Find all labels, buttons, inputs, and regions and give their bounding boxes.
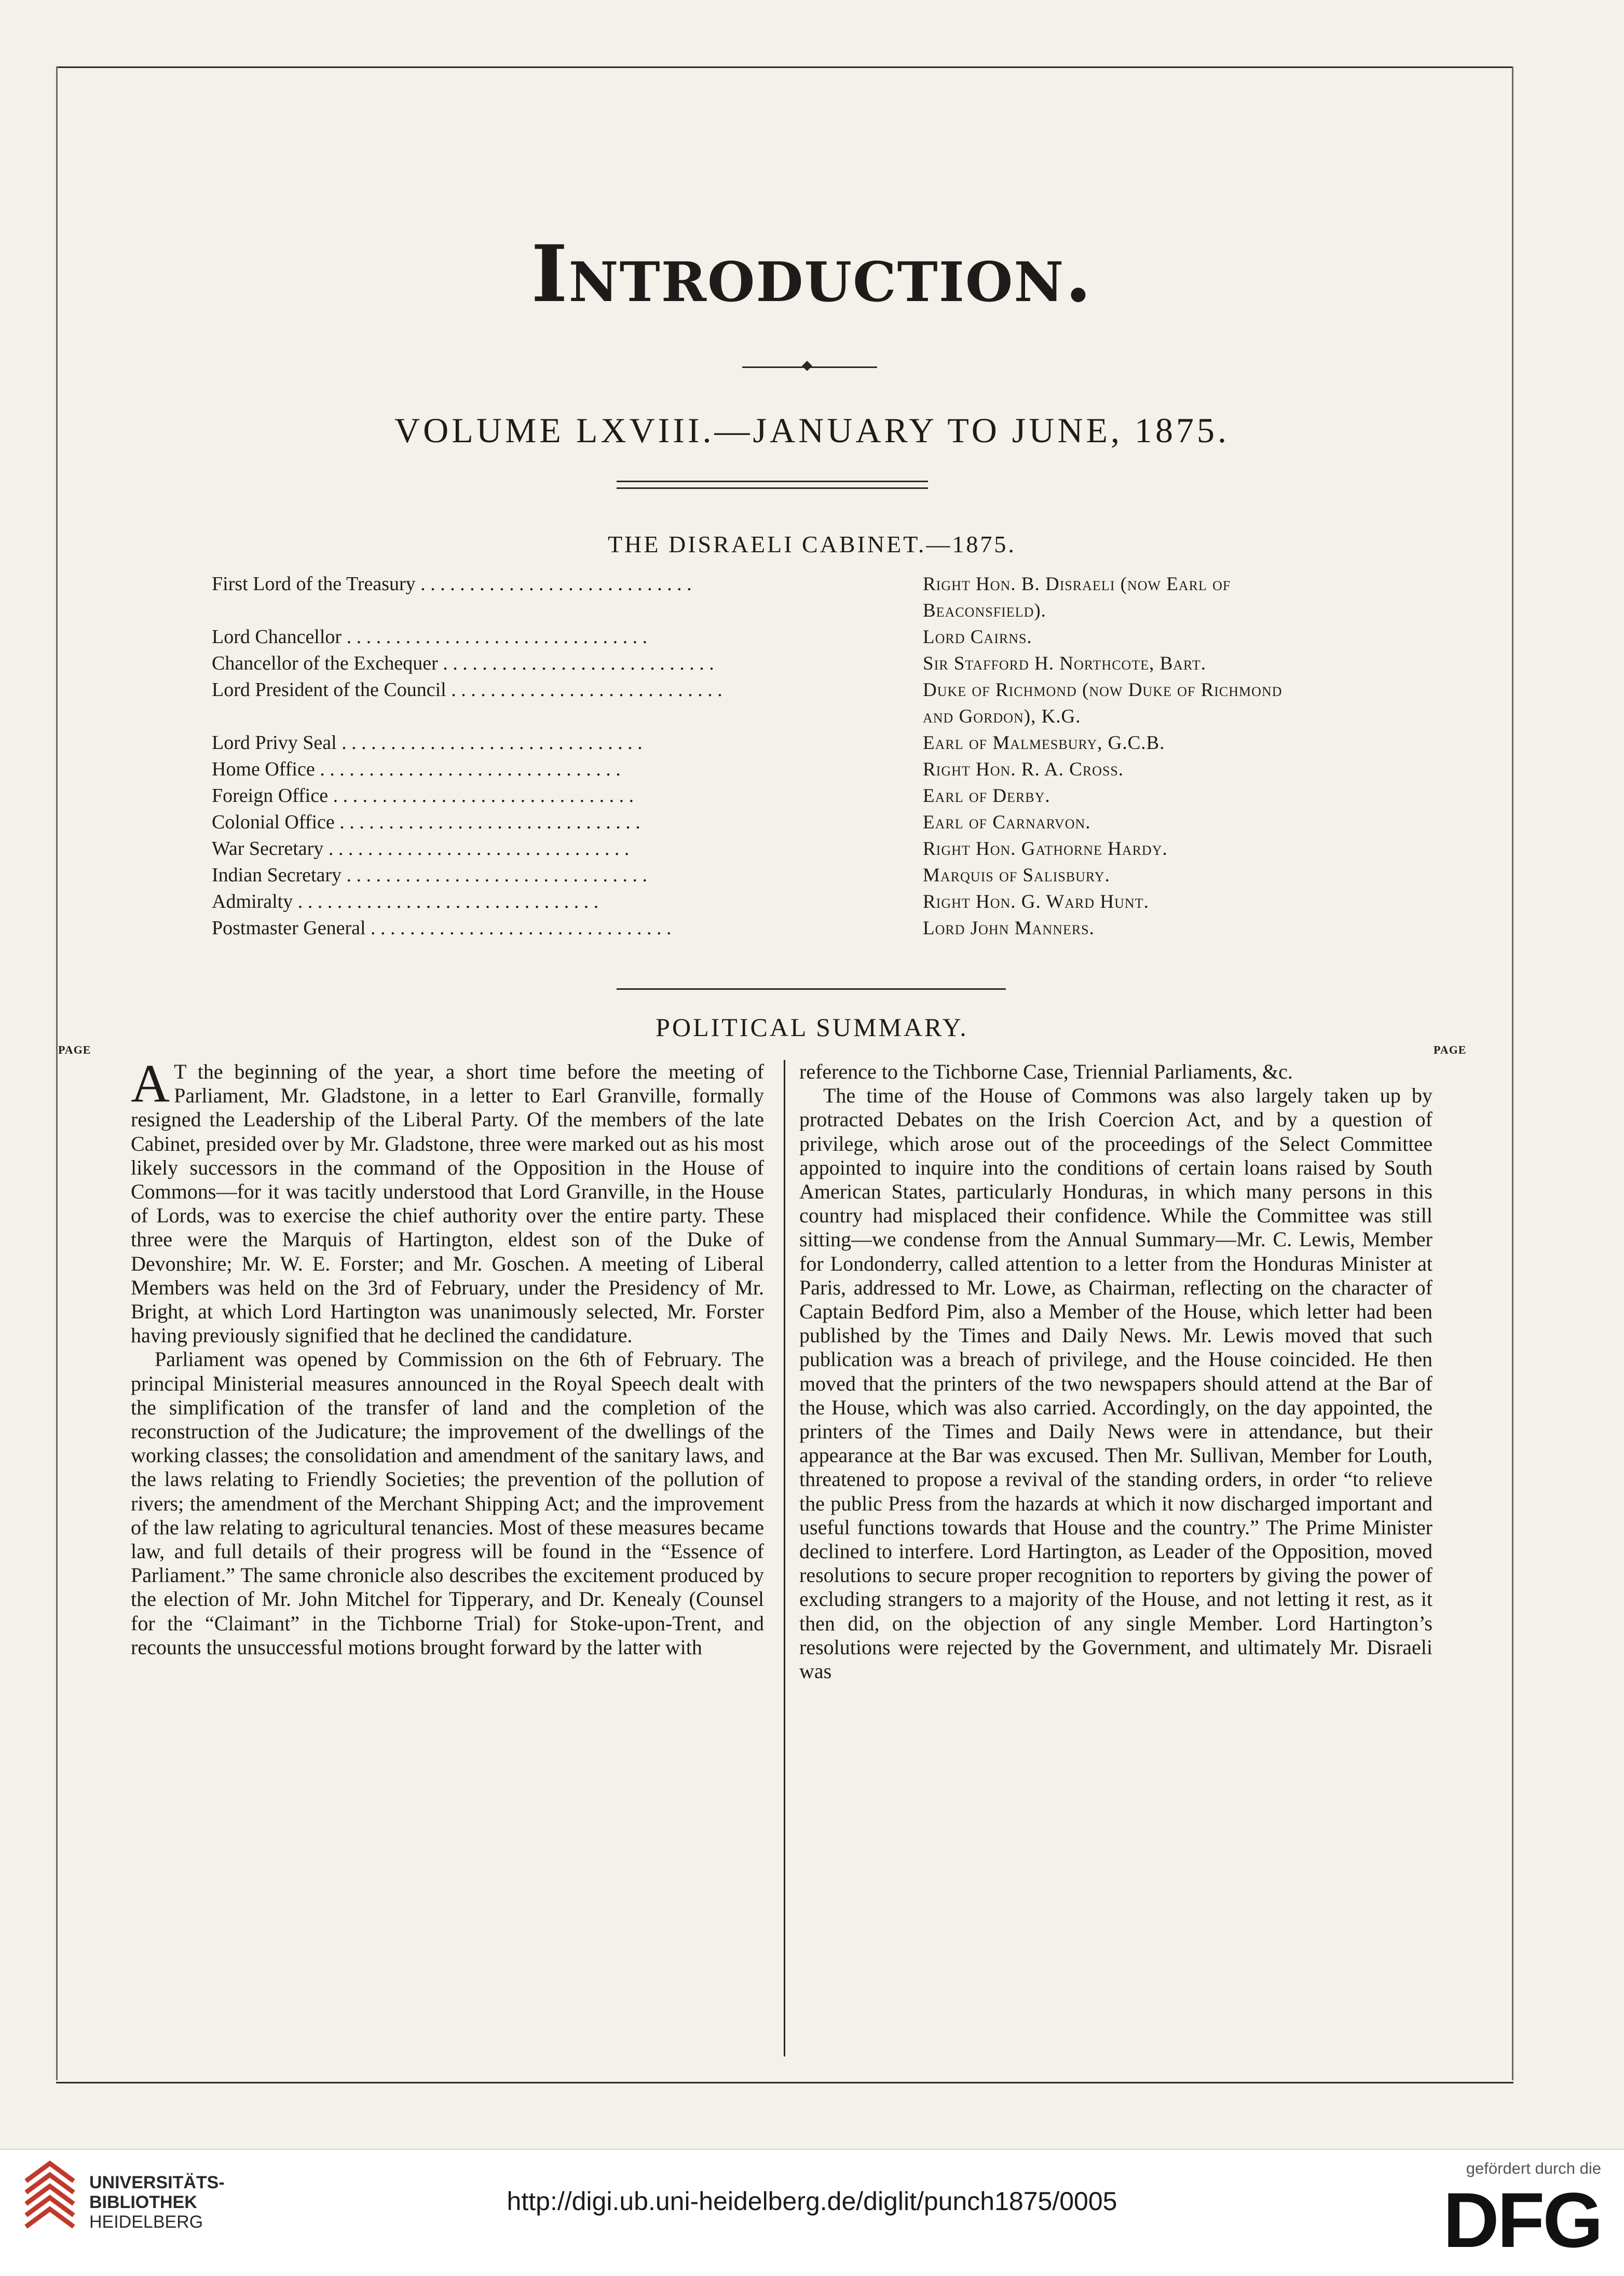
page-title: Introduction. bbox=[531, 228, 1093, 320]
summary-heading: POLITICAL SUMMARY. bbox=[656, 1013, 968, 1042]
cabinet-row bbox=[212, 756, 1312, 783]
source-url-link[interactable]: http://digi.ub.uni-heidelberg.de/diglit/punch1875/0005 bbox=[507, 2187, 1117, 2216]
paragraph: The time of the House of Commons was also largely taken up by protracted Debates on the Irish Coercion Act, and by a question of privilege, which arose out of the proceedings of the Select Committee appointed to inquire into the conditions of certain loans raised by South American States, particularly Honduras, in which many persons in this country had misplaced their confidence. While the Committee was still sitting—we condense from the Annual Summary—Mr. C. Lewis, Member for Londonderry, called attention to a letter from the Honduras Minister at Paris, addressed to Mr. Lowe, as Chairman, reflecting on the character of Captain Bedford Pim, also a Member of the House, which letter had been published by the Times and Daily News. Mr. Lewis moved that such publication was a breach of privilege, and the House coincided. He then moved that the printers of the two newspapers should attend at the Bar of the House, which was also carried. Accordingly, on the day appointed, the printers of the Times and Daily News were in attendance, but their appearance at the Bar was excused. Then Mr. Sullivan, Member for Louth, threatened to propose a revival of the standing orders, in order “to relieve the public Press from the hazards at which it now discharged important and useful functions towards that House and the country.” The Prime Minister declined to interfere. Lord Hartington, as Leader of the Opposition, moved resolutions to secure proper recognition to reporters by giving the power of excluding strangers to a majority of the House, and not letting it rest, as it then did, on the objection of any single Member. Lord Hartington’s resolutions were rejected by the Government, and ultimately Mr. Disraeli was bbox=[799, 1084, 1432, 1683]
cabinet-holder: Lord John Manners. bbox=[923, 918, 1095, 939]
cabinet-row bbox=[212, 783, 1312, 809]
cabinet-holder: Earl of Derby. bbox=[923, 785, 1050, 807]
cabinet-office: Home Office . . . . . . . . . . . . . . . . . . . . . . . . . . . . . . . bbox=[212, 758, 621, 780]
section-rule bbox=[617, 988, 1006, 990]
cabinet-office: Lord Privy Seal . . . . . . . . . . . . . . . . . . . . . . . . . . . . . . . bbox=[212, 732, 643, 754]
dfg-logo: DFG bbox=[1443, 2176, 1601, 2264]
double-rule bbox=[617, 481, 928, 489]
cabinet-row bbox=[212, 915, 1312, 942]
drop-cap: A bbox=[131, 1060, 170, 1113]
institution-name: UNIVERSITÄTS- BIBLIOTHEK HEIDELBERG bbox=[89, 2173, 225, 2232]
cabinet-holder: Duke of Richmond (now Duke of Richmond and Gordon), K.G. bbox=[923, 679, 1282, 727]
frame-left-border bbox=[56, 66, 58, 2080]
cabinet-row bbox=[212, 571, 1312, 624]
cabinet-row bbox=[212, 889, 1312, 915]
cabinet-office: War Secretary . . . . . . . . . . . . . . . . . . . . . . . . . . . . . . . bbox=[212, 838, 630, 860]
cabinet-office: Foreign Office . . . . . . . . . . . . . . . . . . . . . . . . . . . . . . . bbox=[212, 785, 634, 807]
column-divider bbox=[784, 1060, 785, 2056]
cabinet-holder: Right Hon. Gathorne Hardy. bbox=[923, 838, 1168, 860]
cabinet-holder: Sir Stafford H. Northcote, Bart. bbox=[923, 653, 1206, 674]
frame-right-border bbox=[1512, 66, 1513, 2080]
cabinet-office: Lord President of the Council . . . . . . . . . . . . . . . . . . . . . . . . . . . . bbox=[212, 679, 722, 701]
page-marker-left: PAGE bbox=[58, 1043, 91, 1056]
volume-heading: VOLUME LXVIII.—JANUARY TO JUNE, 1875. bbox=[394, 411, 1230, 450]
cabinet-heading: THE DISRAELI CABINET.—1875. bbox=[608, 531, 1016, 557]
paragraph: reference to the Tichborne Case, Triennial Parliaments, &c. bbox=[799, 1060, 1293, 1083]
page-marker-right: PAGE bbox=[1434, 1043, 1467, 1056]
cabinet-row bbox=[212, 624, 1312, 650]
funded-by-label: gefördert durch die bbox=[1466, 2159, 1601, 2177]
cabinet-row bbox=[212, 650, 1312, 677]
cabinet-holder: Earl of Carnarvon. bbox=[923, 812, 1091, 833]
paragraph: Parliament was opened by Commission on the 6th of February. The principal Ministerial measures announced in the Royal Speech dealt with the simplification of the transfer of land and the completion of the reconstruction of the Judicature; the improvement of the dwellings of the working classes; the consolidation and amendment of the sanitary laws, and the laws relating to Friendly Societies; the prevention of the pollution of rivers; the amendment of the Merchant Shipping Act; and the improvement of the law relating to agricultural tenancies. Most of these measures became law, and full details of their progress will be found in the “Essence of Parliament.” The same chronicle also describes the excitement produced by the election of Mr. John Mitchel for Tipperary, and Dr. Kenealy (Counsel for the “Claimant” in the Tichborne Trial) for Stoke-upon-Trent, and recounts the unsuccessful motions brought forward by the latter with bbox=[131, 1347, 764, 1659]
cabinet-row bbox=[212, 677, 1312, 730]
cabinet-list bbox=[212, 571, 1312, 942]
cabinet-office: Postmaster General . . . . . . . . . . . . . . . . . . . . . . . . . . . . . . . bbox=[212, 917, 672, 939]
cabinet-office: Admiralty . . . . . . . . . . . . . . . . . . . . . . . . . . . . . . . bbox=[212, 891, 599, 912]
cabinet-row bbox=[212, 809, 1312, 836]
cabinet-row bbox=[212, 836, 1312, 862]
cabinet-row bbox=[212, 862, 1312, 889]
cabinet-office: Chancellor of the Exchequer . . . . . . . . . . . . . . . . . . . . . . . . . . . . bbox=[212, 652, 714, 674]
summary-right-column bbox=[799, 1060, 1432, 2056]
cabinet-holder: Lord Cairns. bbox=[923, 626, 1032, 648]
cabinet-holder: Right Hon. R. A. Cross. bbox=[923, 759, 1124, 780]
cabinet-holder: Earl of Malmesbury, G.C.B. bbox=[923, 732, 1165, 754]
cabinet-office: Indian Secretary . . . . . . . . . . . . . . . . . . . . . . . . . . . . . . . bbox=[212, 864, 648, 886]
cabinet-holder: Marquis of Salisbury. bbox=[923, 865, 1110, 886]
cabinet-holder: Right Hon. B. Disraeli (now Earl of Beaconsfield). bbox=[923, 574, 1231, 621]
cabinet-holder: Right Hon. G. Ward Hunt. bbox=[923, 891, 1149, 912]
paragraph: A T the beginning of the year, a short time before the meeting of Parliament, Mr. Gladstone, in a letter to Earl Granville, formally resigned the Leadership of the Liberal Party. Of the members of the late Cabinet, presided over by Mr. Gladstone, three were marked out as his most likely successors in the command of the Opposition in the House of Commons—for it was tacitly understood that Lord Granville, in the House of Lords, was to exercise the chief authority over the entire party. These three were the Marquis of Hartington, eldest son of the Duke of Devonshire; Mr. W. E. Forster; and Mr. Goschen. A meeting of Liberal Members was held on the 3rd of February, under the Presidency of Mr. Bright, at which Lord Hartington was unanimously selected, Mr. Forster having previously signified that he declined the candidature. bbox=[131, 1060, 764, 1347]
cabinet-office: Lord Chancellor . . . . . . . . . . . . . . . . . . . . . . . . . . . . . . . bbox=[212, 626, 648, 648]
summary-left-column bbox=[131, 1060, 764, 2056]
cabinet-office: First Lord of the Treasury . . . . . . . . . . . . . . . . . . . . . . . . . . . . bbox=[212, 573, 692, 595]
cabinet-office: Colonial Office . . . . . . . . . . . . . . . . . . . . . . . . . . . . . . . bbox=[212, 811, 640, 833]
cabinet-row bbox=[212, 730, 1312, 756]
